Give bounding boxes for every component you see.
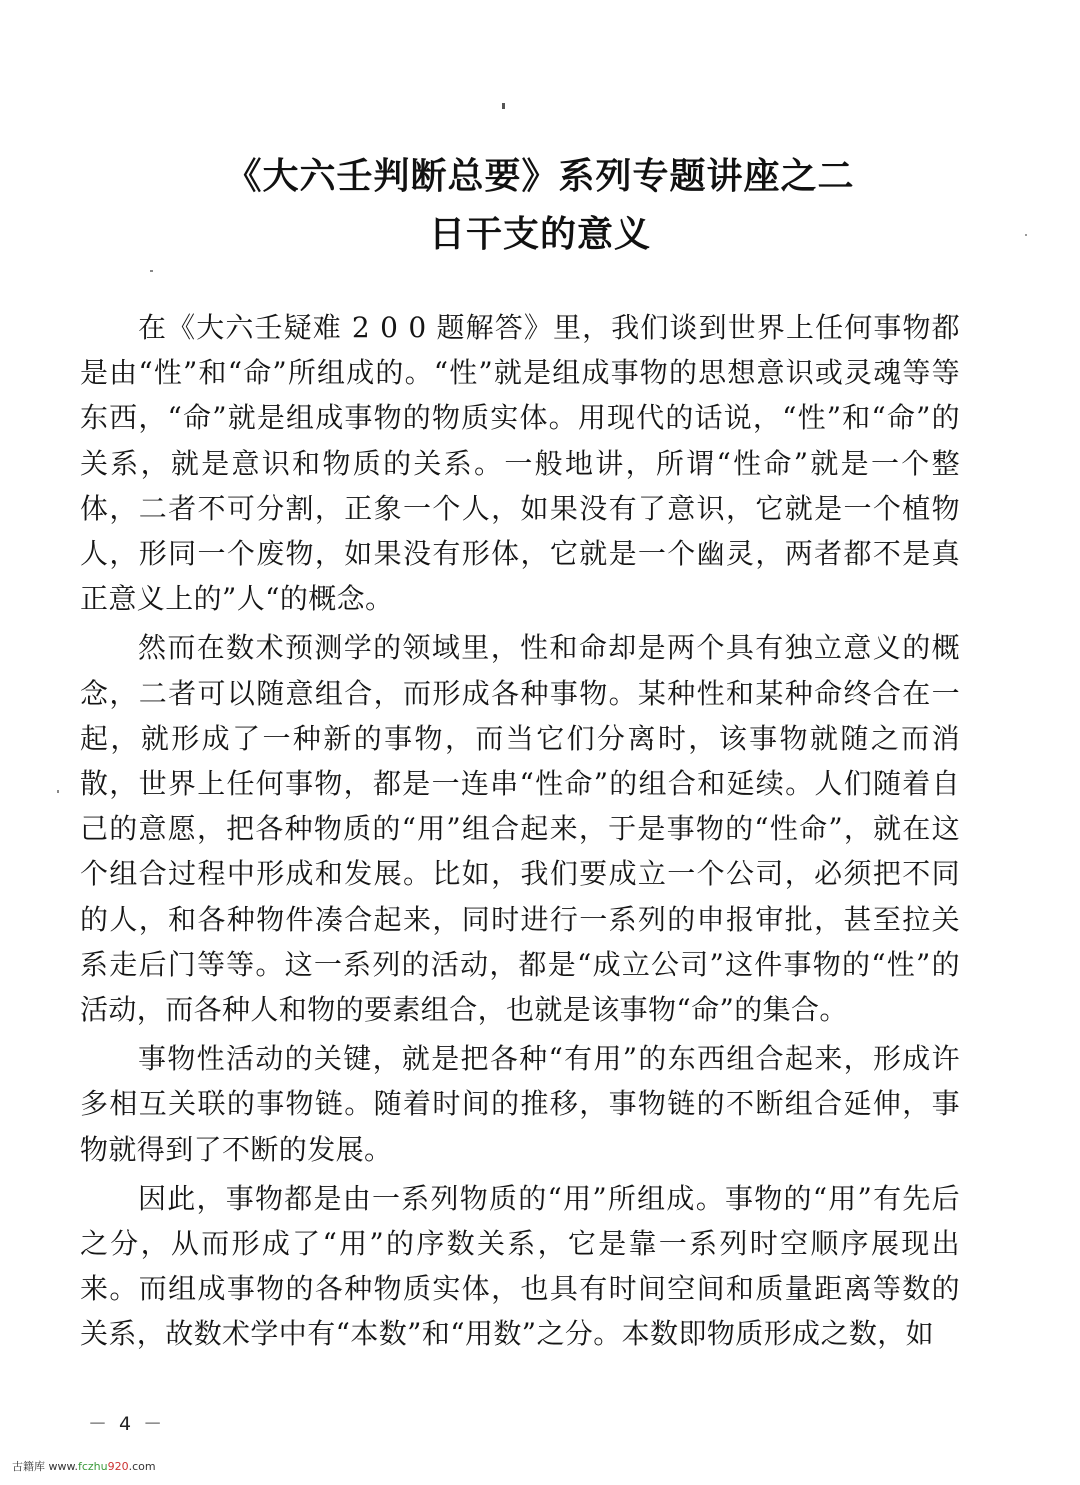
scan-speck xyxy=(502,103,505,109)
scan-speck xyxy=(57,790,59,793)
body-text xyxy=(80,305,960,1361)
watermark-green-part: fczhu xyxy=(77,1460,108,1473)
watermark-prefix: 古籍库 www. xyxy=(12,1460,78,1473)
paragraph: 然而在数术预测学的领域里，性和命却是两个具有独立意义的概念，二者可以随意组合，而形成各种事物。某种性和某种命终合在一起，就形成了一种新的事物，而当它们分离时，该事物就随之而消散，世界上任何事物，都是一连串“性命”的组合和延续。人们随着自己的意愿，把各种物质的“用”组合起来，于是事物的“性命”，就在这个组合过程中形成和发展。比如，我们要成立一个公司，必须把不同的人，和各种物件凑合起来，同时进行一系列的申报审批，甚至拉关系走后门等等。这一系列的活动，都是“成立公司”这件事物的“性”的活动，而各种人和物的要素组合，也就是该事物“命”的集合。 xyxy=(80,631,960,1027)
watermark-suffix: .com xyxy=(128,1460,156,1473)
scan-speck xyxy=(150,270,153,272)
site-watermark xyxy=(12,1458,156,1474)
watermark-red-part: 920 xyxy=(107,1460,129,1473)
page-number: － 4 － xyxy=(88,1413,166,1435)
paragraph: 事物性活动的关键，就是把各种“有用”的东西组合起来，形成许多相互关联的事物链。随着时间的推移，事物链的不断组合延伸，事物就得到了不断的发展。 xyxy=(80,1042,960,1166)
lecture-subtitle: 日干支的意义 xyxy=(428,214,651,255)
lecture-series-title: 《大六壬判断总要》系列专题讲座之二 xyxy=(225,156,855,197)
paragraph: 在《大六壬疑难 2 0 0 题解答》里，我们谈到世界上任何事物都是由“性”和“命”所组成的。“性”就是组成事物的思想意识或灵魂等等东西，“命”就是组成事物的物质实体。用现代的话说，“性”和“命”的关系，就是意识和物质的关系。一般地讲，所谓“性命”就是一个整体，二者不可分割，正象一个人，如果没有了意识，它就是一个植物人，形同一个废物，如果没有形体，它就是一个幽灵，两者都不是真正意义上的”人“的概念。 xyxy=(80,311,960,616)
paragraph: 因此，事物都是由一系列物质的“用”所组成。事物的“用”有先后之分，从而形成了“用”的序数关系，它是靠一系列时空顺序展现出来。而组成事物的各种物质实体，也具有时间空间和质量距离等数的关系，故数术学中有“本数”和“用数”之分。本数即物质形成之数，如 xyxy=(80,1181,960,1351)
